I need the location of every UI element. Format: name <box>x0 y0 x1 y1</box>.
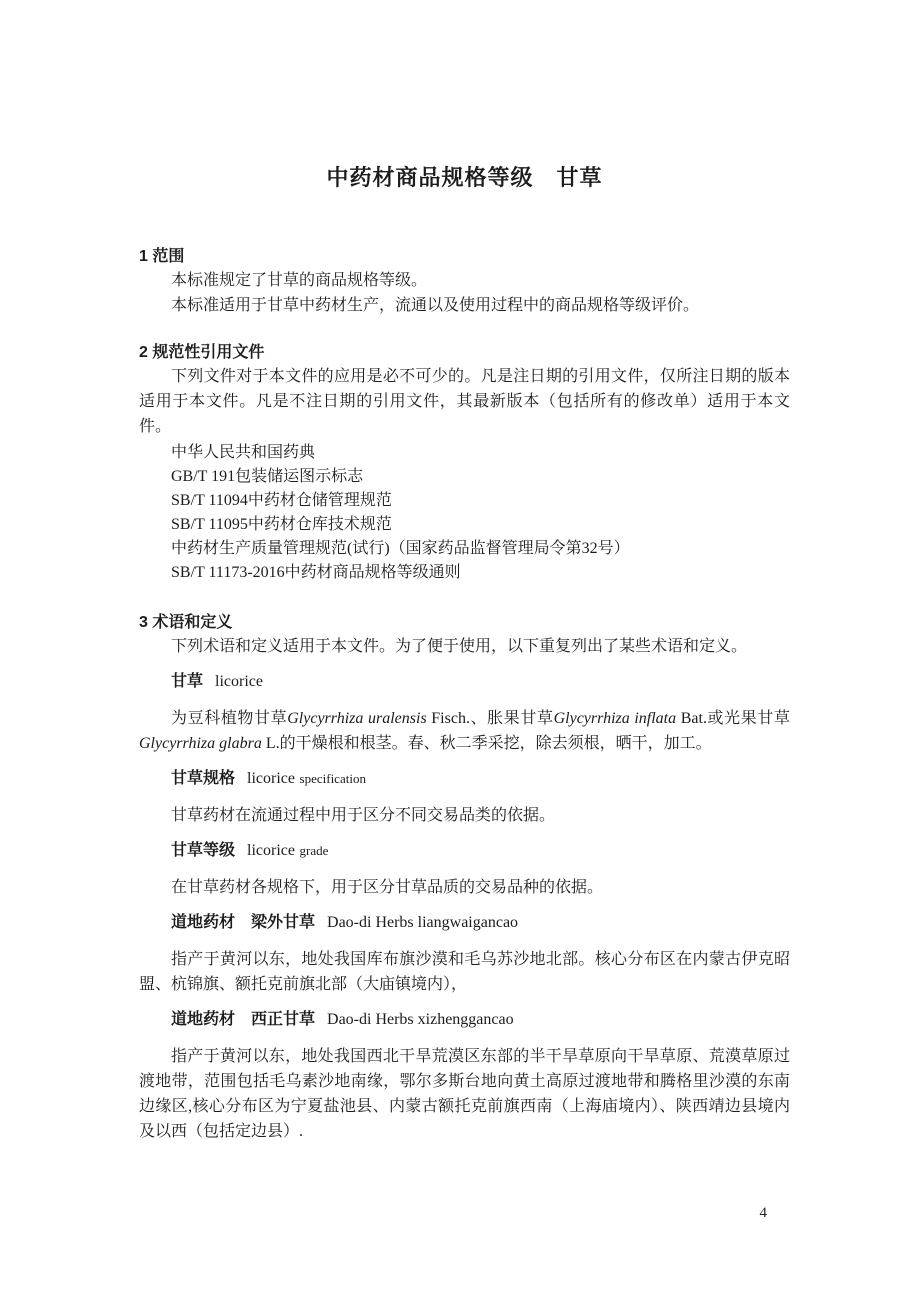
text-run: 指产于黄河以东，地处我国西北干旱荒漠区东部的半干旱草原向干旱草原、荒漠草原过渡地带，范围包括毛乌素沙地南缘，鄂尔多斯台地向黄土高原过渡地带和腾格里沙漠的东南边缘区,核心分布区为宁夏盐池县、内蒙古额托克前旗西南（上海庙境内）、陕西靖边县境内及以西（包括定边县）. <box>139 1048 790 1140</box>
scope-paragraph-2: 本标准适用于甘草中药材生产，流通以及使用过程中的商品规格等级评价。 <box>171 297 700 314</box>
term-zh-label: 甘草 <box>171 673 204 690</box>
term-zh-label: 道地药材 梁外甘草 <box>171 914 316 931</box>
normative-references-intro: 下列文件对于本文件的应用是必不可少的。凡是注日期的引用文件，仅所注日期的版本适用于本文件。凡是不注日期的引用文件，其最新版本（包括所有的修改单）适用于本文件。 <box>139 368 790 435</box>
term-en-label: licorice <box>215 673 263 690</box>
term-definition-licorice <box>139 706 790 756</box>
term-definition-licorice-specification <box>139 803 790 828</box>
text-run: Fisch.、胀果甘草 <box>426 710 554 727</box>
reference-item: SB/T 11173-2016中药材商品规格等级通则 <box>171 564 461 581</box>
document-content <box>139 0 790 1144</box>
latin-binomial-italic: Glycyrrhiza glabra <box>139 735 262 752</box>
reference-item: SB/T 11094中药材仓储管理规范 <box>171 492 392 509</box>
section-heading-terms-definitions: 3 术语和定义 <box>139 614 233 631</box>
text-run: L.的干燥根和根茎。春、秋二季采挖，除去须根，晒干，加工。 <box>261 735 712 752</box>
text-run: 甘草药材在流通过程中用于区分不同交易品类的依据。 <box>171 807 556 824</box>
term-zh-label: 甘草规格 <box>171 770 236 787</box>
page-number: 4 <box>759 1205 767 1221</box>
reference-item: GB/T 191包装储运图示标志 <box>171 468 364 485</box>
latin-binomial-italic: Glycyrrhiza uralensis <box>287 710 427 727</box>
term-heading-licorice-grade <box>139 840 790 862</box>
term-heading-daodi-liangwaigancao <box>139 912 790 934</box>
term-heading-licorice <box>139 671 790 693</box>
text-run: Bat.或光果甘草 <box>676 710 790 727</box>
term-en-label: licorice <box>247 770 295 787</box>
term-definition-daodi-xizhenggancao <box>139 1044 790 1144</box>
reference-item: 中华人民共和国药典 <box>171 444 316 461</box>
latin-binomial-italic: Glycyrrhiza inflata <box>553 710 677 727</box>
term-definition-licorice-grade <box>139 875 790 900</box>
text-run: 指产于黄河以东，地处我国库布旗沙漠和毛乌苏沙地北部。核心分布区在内蒙古伊克昭盟、杭锦旗、额托克前旗北部（大庙镇境内）， <box>139 951 790 993</box>
term-en-label: licorice <box>247 842 295 859</box>
term-en-sub-label: grade <box>299 843 329 858</box>
term-heading-licorice-specification <box>139 768 790 790</box>
document-title: 中药材商品规格等级 甘草 <box>326 165 603 190</box>
term-heading-daodi-xizhenggancao <box>139 1009 790 1031</box>
reference-item: SB/T 11095中药材仓库技术规范 <box>171 516 392 533</box>
section-heading-scope: 1 范围 <box>139 248 185 265</box>
term-definition-daodi-liangwaigancao <box>139 947 790 997</box>
scope-paragraph-1: 本标准规定了甘草的商品规格等级。 <box>171 272 428 289</box>
text-run: 在甘草药材各规格下，用于区分甘草品质的交易品种的依据。 <box>171 879 604 896</box>
term-en-sub-label: specification <box>299 771 366 786</box>
term-en-label: Dao-di Herbs liangwaigancao <box>327 914 519 931</box>
reference-item: 中药材生产质量管理规范(试行)（国家药品监督管理局令第32号） <box>171 540 630 557</box>
terms-intro: 下列术语和定义适用于本文件。为了便于使用，以下重复列出了某些术语和定义。 <box>171 638 748 655</box>
term-zh-label: 道地药材 西正甘草 <box>171 1011 316 1028</box>
term-en-label: Dao-di Herbs xizhenggancao <box>327 1011 514 1028</box>
term-zh-label: 甘草等级 <box>171 842 236 859</box>
section-heading-normative-references: 2 规范性引用文件 <box>139 344 265 361</box>
normative-references-list <box>139 441 790 585</box>
text-run: 为豆科植物甘草 <box>171 710 288 727</box>
